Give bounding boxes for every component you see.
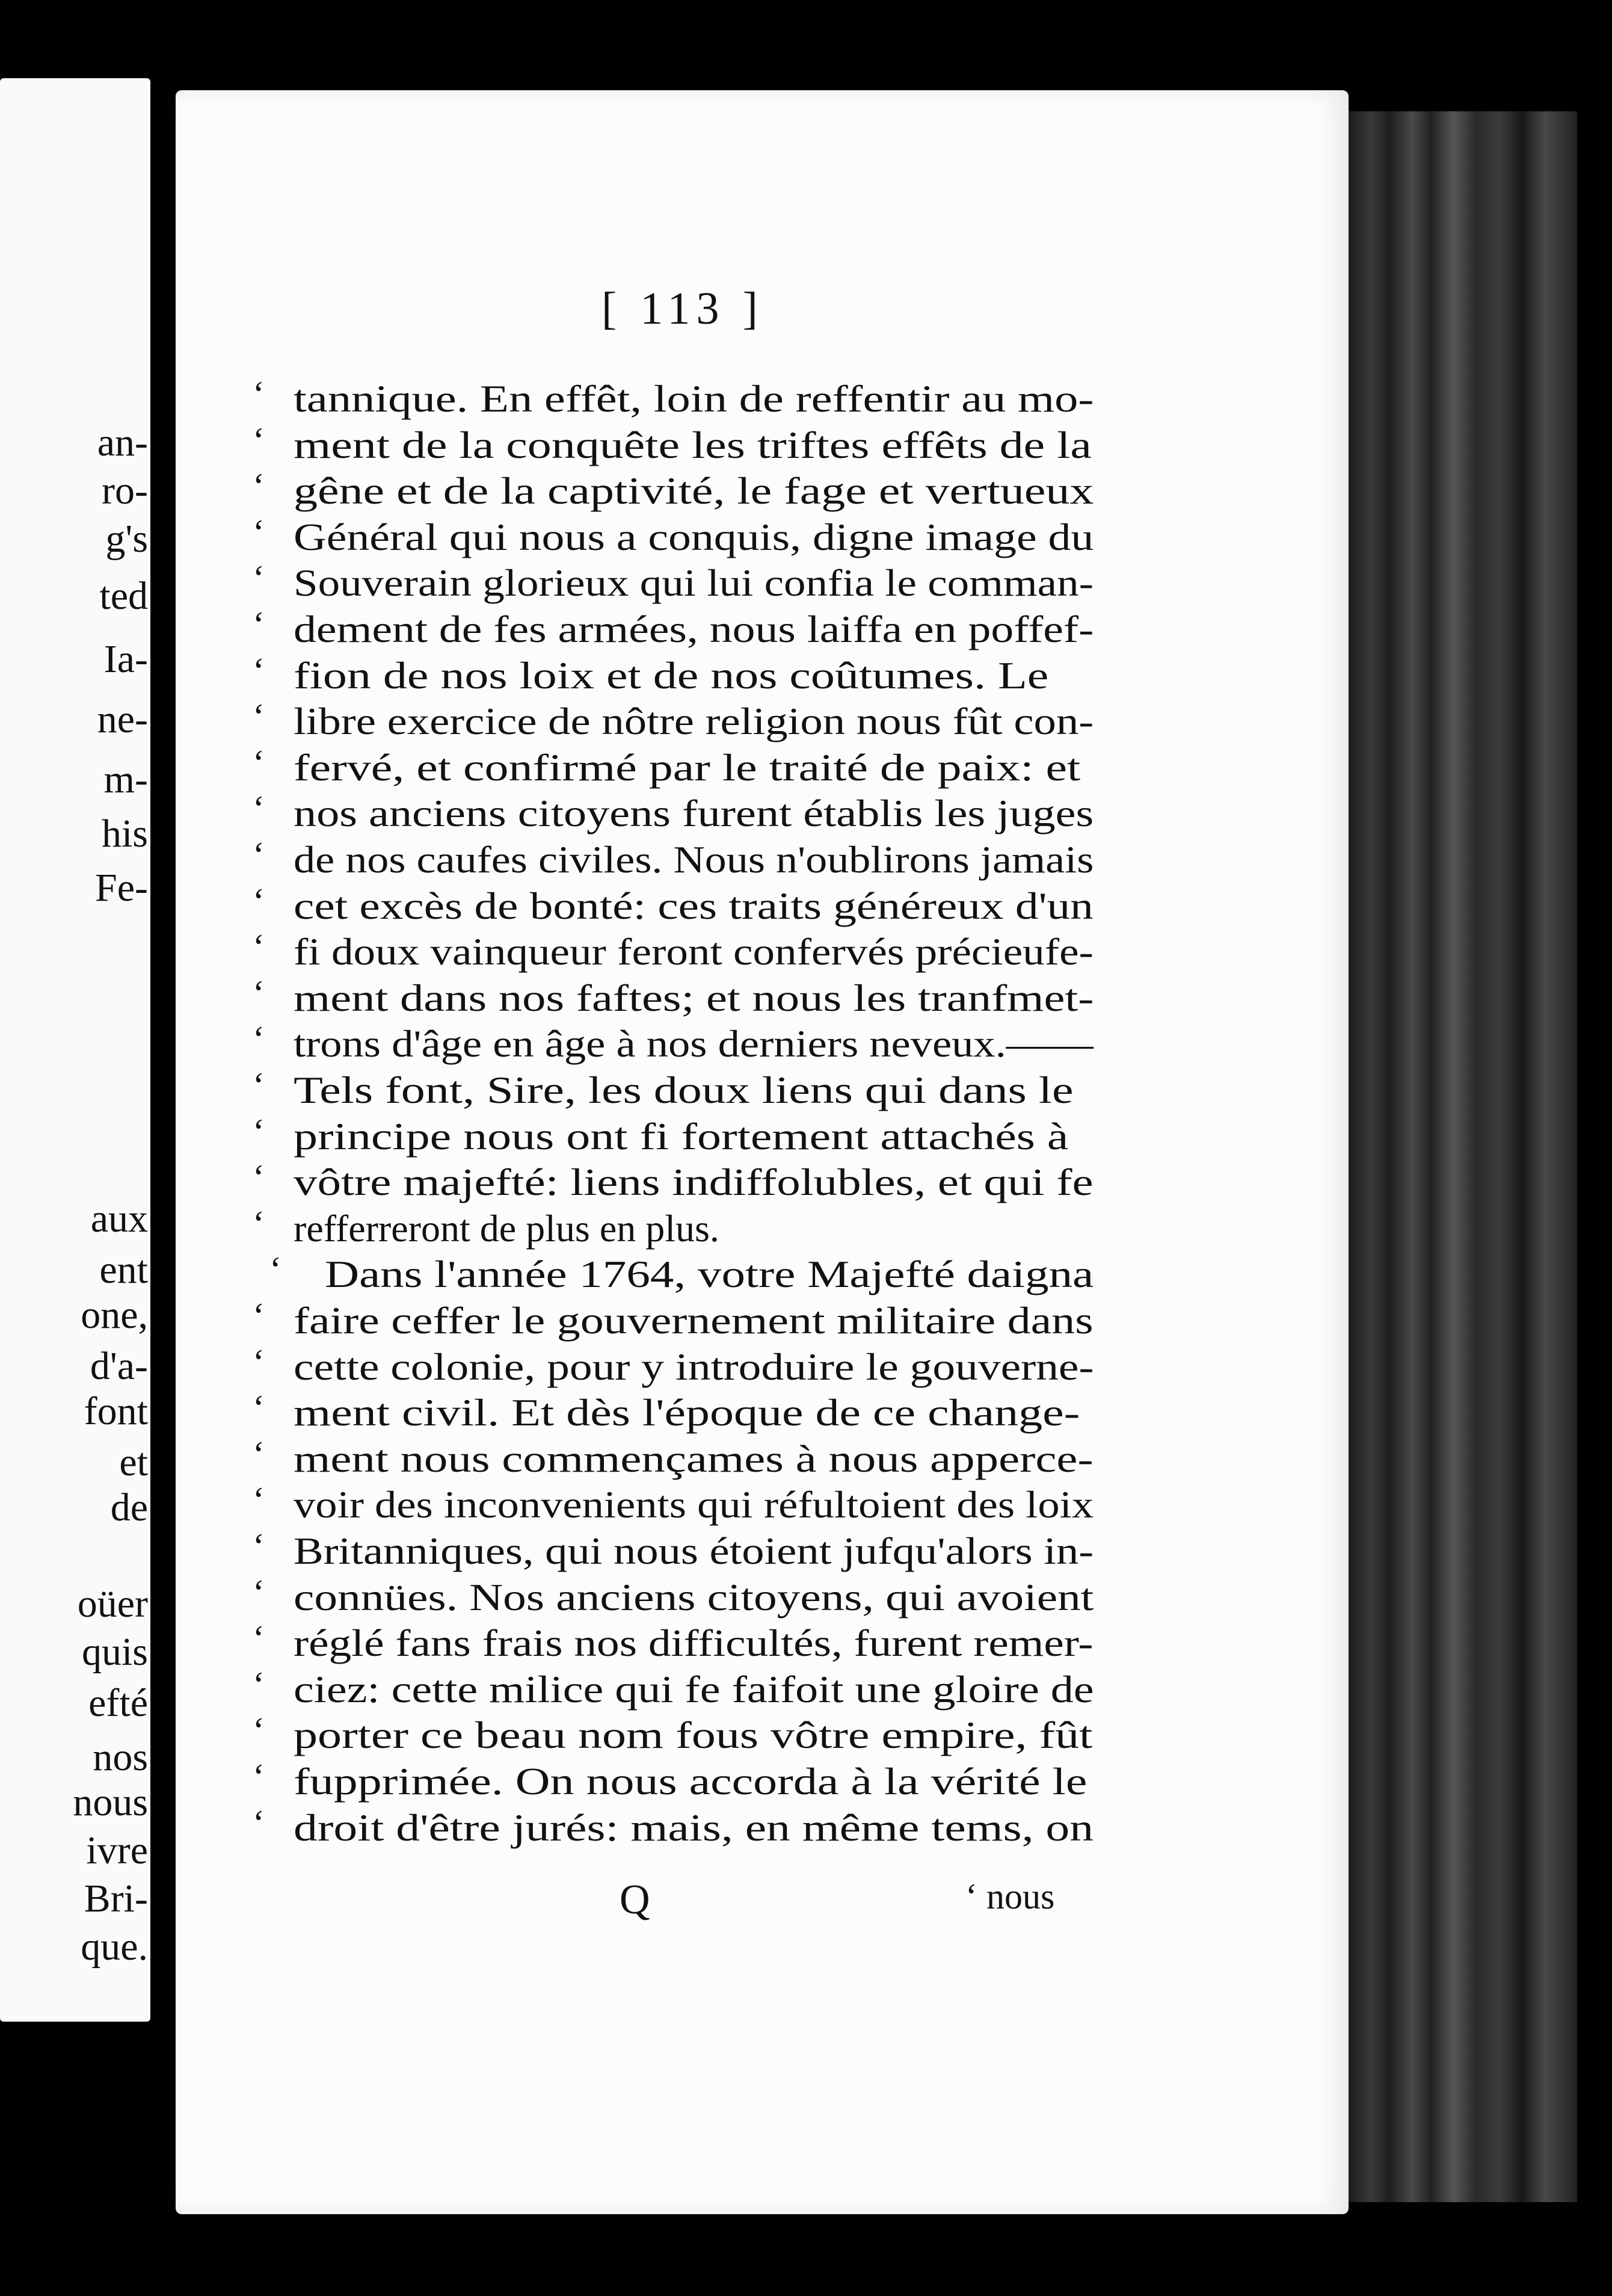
text-line: fion de nos loix et de nos coûtumes. Le <box>294 653 1049 697</box>
text-line: Britanniques, qui nous étoient jufqu'alors in- <box>294 1529 1094 1572</box>
text-line: réglé fans frais nos difficultés, furent remer- <box>294 1622 1094 1665</box>
text-line: cet excès de bonté: ces traits généreux d'un <box>294 884 1094 927</box>
left-page-line: de <box>110 1486 148 1529</box>
text-line: ment de la conquête les triftes effêts de la <box>294 423 1092 466</box>
left-page-line: ivre <box>86 1828 148 1872</box>
text-line: de nos caufes civiles. Nous n'oublirons jamais <box>294 838 1094 881</box>
left-page-line: g's <box>105 517 148 561</box>
left-page-line: font <box>84 1389 148 1433</box>
signature-mark: Q <box>620 1877 650 1923</box>
quote-mark: ‘ <box>253 1803 265 1843</box>
quote-mark: ‘ <box>253 1296 265 1336</box>
left-page-line: one, <box>81 1293 148 1337</box>
left-page-line: quis <box>81 1630 148 1674</box>
page-edges <box>1349 111 1577 2202</box>
quote-mark: ‘ <box>253 420 265 460</box>
text-line: fervé, et confirmé par le traité de paix: et <box>294 745 1081 789</box>
text-line: Tels font, Sire, les doux liens qui dans le <box>294 1069 1074 1111</box>
text-line: connües. Nos anciens citoyens, qui avoient <box>294 1575 1094 1619</box>
quote-mark: ‘ <box>253 466 265 507</box>
catchword: ‘ nous <box>965 1877 1055 1916</box>
left-page-line: que. <box>81 1925 148 1969</box>
left-page-line: ted <box>99 574 148 618</box>
text-line: fupprimée. On nous accorda à la vérité le <box>294 1760 1087 1803</box>
text-line: principe nous ont fi fortement attachés à <box>294 1114 1069 1158</box>
text-line: Dans l'année 1764, votre Majefté daigna <box>325 1253 1094 1296</box>
left-page-line: et <box>119 1440 148 1484</box>
left-page-line: oüer <box>77 1582 148 1626</box>
quote-mark: ‘ <box>253 650 265 691</box>
left-page-line: Fe- <box>95 866 148 910</box>
left-page-line: efté <box>88 1681 148 1725</box>
page-number: [ 113 ] <box>601 283 764 334</box>
text-line: Souverain glorieux qui lui confia le comman- <box>294 561 1094 605</box>
quote-mark: ‘ <box>253 697 265 737</box>
quote-mark: ‘ <box>253 1388 265 1428</box>
text-line: ment dans nos faftes; et nous les tranfmet- <box>294 976 1094 1019</box>
text-line: libre exercice de nôtre religion nous fût con- <box>294 700 1094 743</box>
quote-mark: ‘ <box>253 1066 265 1105</box>
left-page-line: ro- <box>102 469 148 513</box>
quote-mark: ‘ <box>253 1158 265 1198</box>
text-line: Général qui nous a conquis, digne image du <box>294 515 1094 558</box>
text-line: gêne et de la captivité, le fage et vertueux <box>294 469 1094 513</box>
quote-mark: ‘ <box>253 558 265 599</box>
left-page-line: aux <box>90 1197 148 1241</box>
text-line: ment nous commençames à nous apperce- <box>294 1437 1094 1480</box>
quote-mark: ‘ <box>253 973 265 1013</box>
left-page-line: Bri- <box>84 1877 148 1921</box>
quote-mark: ‘ <box>253 881 265 921</box>
quote-mark: ‘ <box>253 1019 265 1060</box>
text-line: trons d'âge en âge à nos derniers neveux.—— <box>294 1022 1094 1066</box>
text-line: voir des inconvenients qui réfultoient des loix <box>294 1483 1094 1526</box>
left-page-line: an- <box>97 421 148 464</box>
quote-mark: ‘ <box>253 1526 265 1566</box>
text-line: tannique. En effêt, loin de reffentir au mo- <box>294 377 1094 420</box>
text-line: fi doux vainqueur feront confervés précieufe- <box>294 930 1094 974</box>
quote-mark: ‘ <box>253 789 265 829</box>
quote-mark: ‘ <box>253 927 265 967</box>
quote-mark: ‘ <box>253 835 265 875</box>
text-line: faire ceffer le gouvernement militaire dans <box>294 1299 1094 1342</box>
left-page-line: nos <box>93 1735 148 1779</box>
quote-mark: ‘ <box>269 1250 281 1290</box>
quote-mark: ‘ <box>253 1480 265 1520</box>
quote-mark: ‘ <box>253 1111 265 1152</box>
left-page-line: ne- <box>97 697 148 741</box>
left-page-fragment <box>0 78 150 2022</box>
left-page-line: d'a- <box>90 1344 148 1388</box>
quote-mark: ‘ <box>253 1342 265 1382</box>
text-line: refferreront de plus en plus. <box>294 1206 719 1250</box>
left-page-line: his <box>101 812 148 856</box>
text-line: dement de fes armées, nous laiffa en poffef- <box>294 608 1094 650</box>
text-line: nos anciens citoyens furent établis les juges <box>294 792 1094 835</box>
quote-mark: ‘ <box>253 605 265 644</box>
text-line: vôtre majefté: liens indiffolubles, et qui fe <box>294 1161 1094 1204</box>
text-line: porter ce beau nom fous vôtre empire, fût <box>294 1714 1093 1757</box>
quote-mark: ‘ <box>253 1711 265 1751</box>
left-page-line: Ia- <box>103 637 148 681</box>
quote-mark: ‘ <box>253 374 265 414</box>
quote-mark: ‘ <box>253 742 265 783</box>
quote-mark: ‘ <box>253 1757 265 1797</box>
left-page-line: nous <box>73 1780 148 1824</box>
text-line: cette colonie, pour y introduire le gouverne- <box>294 1345 1094 1388</box>
text-line: ciez: cette milice qui fe faifoit une gloire de <box>294 1667 1094 1711</box>
text-line: ment civil. Et dès l'époque de ce change- <box>294 1391 1080 1434</box>
left-page-line: ent <box>99 1248 148 1292</box>
quote-mark: ‘ <box>253 1572 265 1612</box>
quote-mark: ‘ <box>253 1619 265 1659</box>
left-page-line: m- <box>103 758 148 801</box>
quote-mark: ‘ <box>253 1203 265 1244</box>
quote-mark: ‘ <box>253 512 265 552</box>
quote-mark: ‘ <box>253 1664 265 1705</box>
text-line: droit d'être jurés: mais, en même tems, on <box>294 1806 1094 1849</box>
quote-mark: ‘ <box>253 1434 265 1474</box>
